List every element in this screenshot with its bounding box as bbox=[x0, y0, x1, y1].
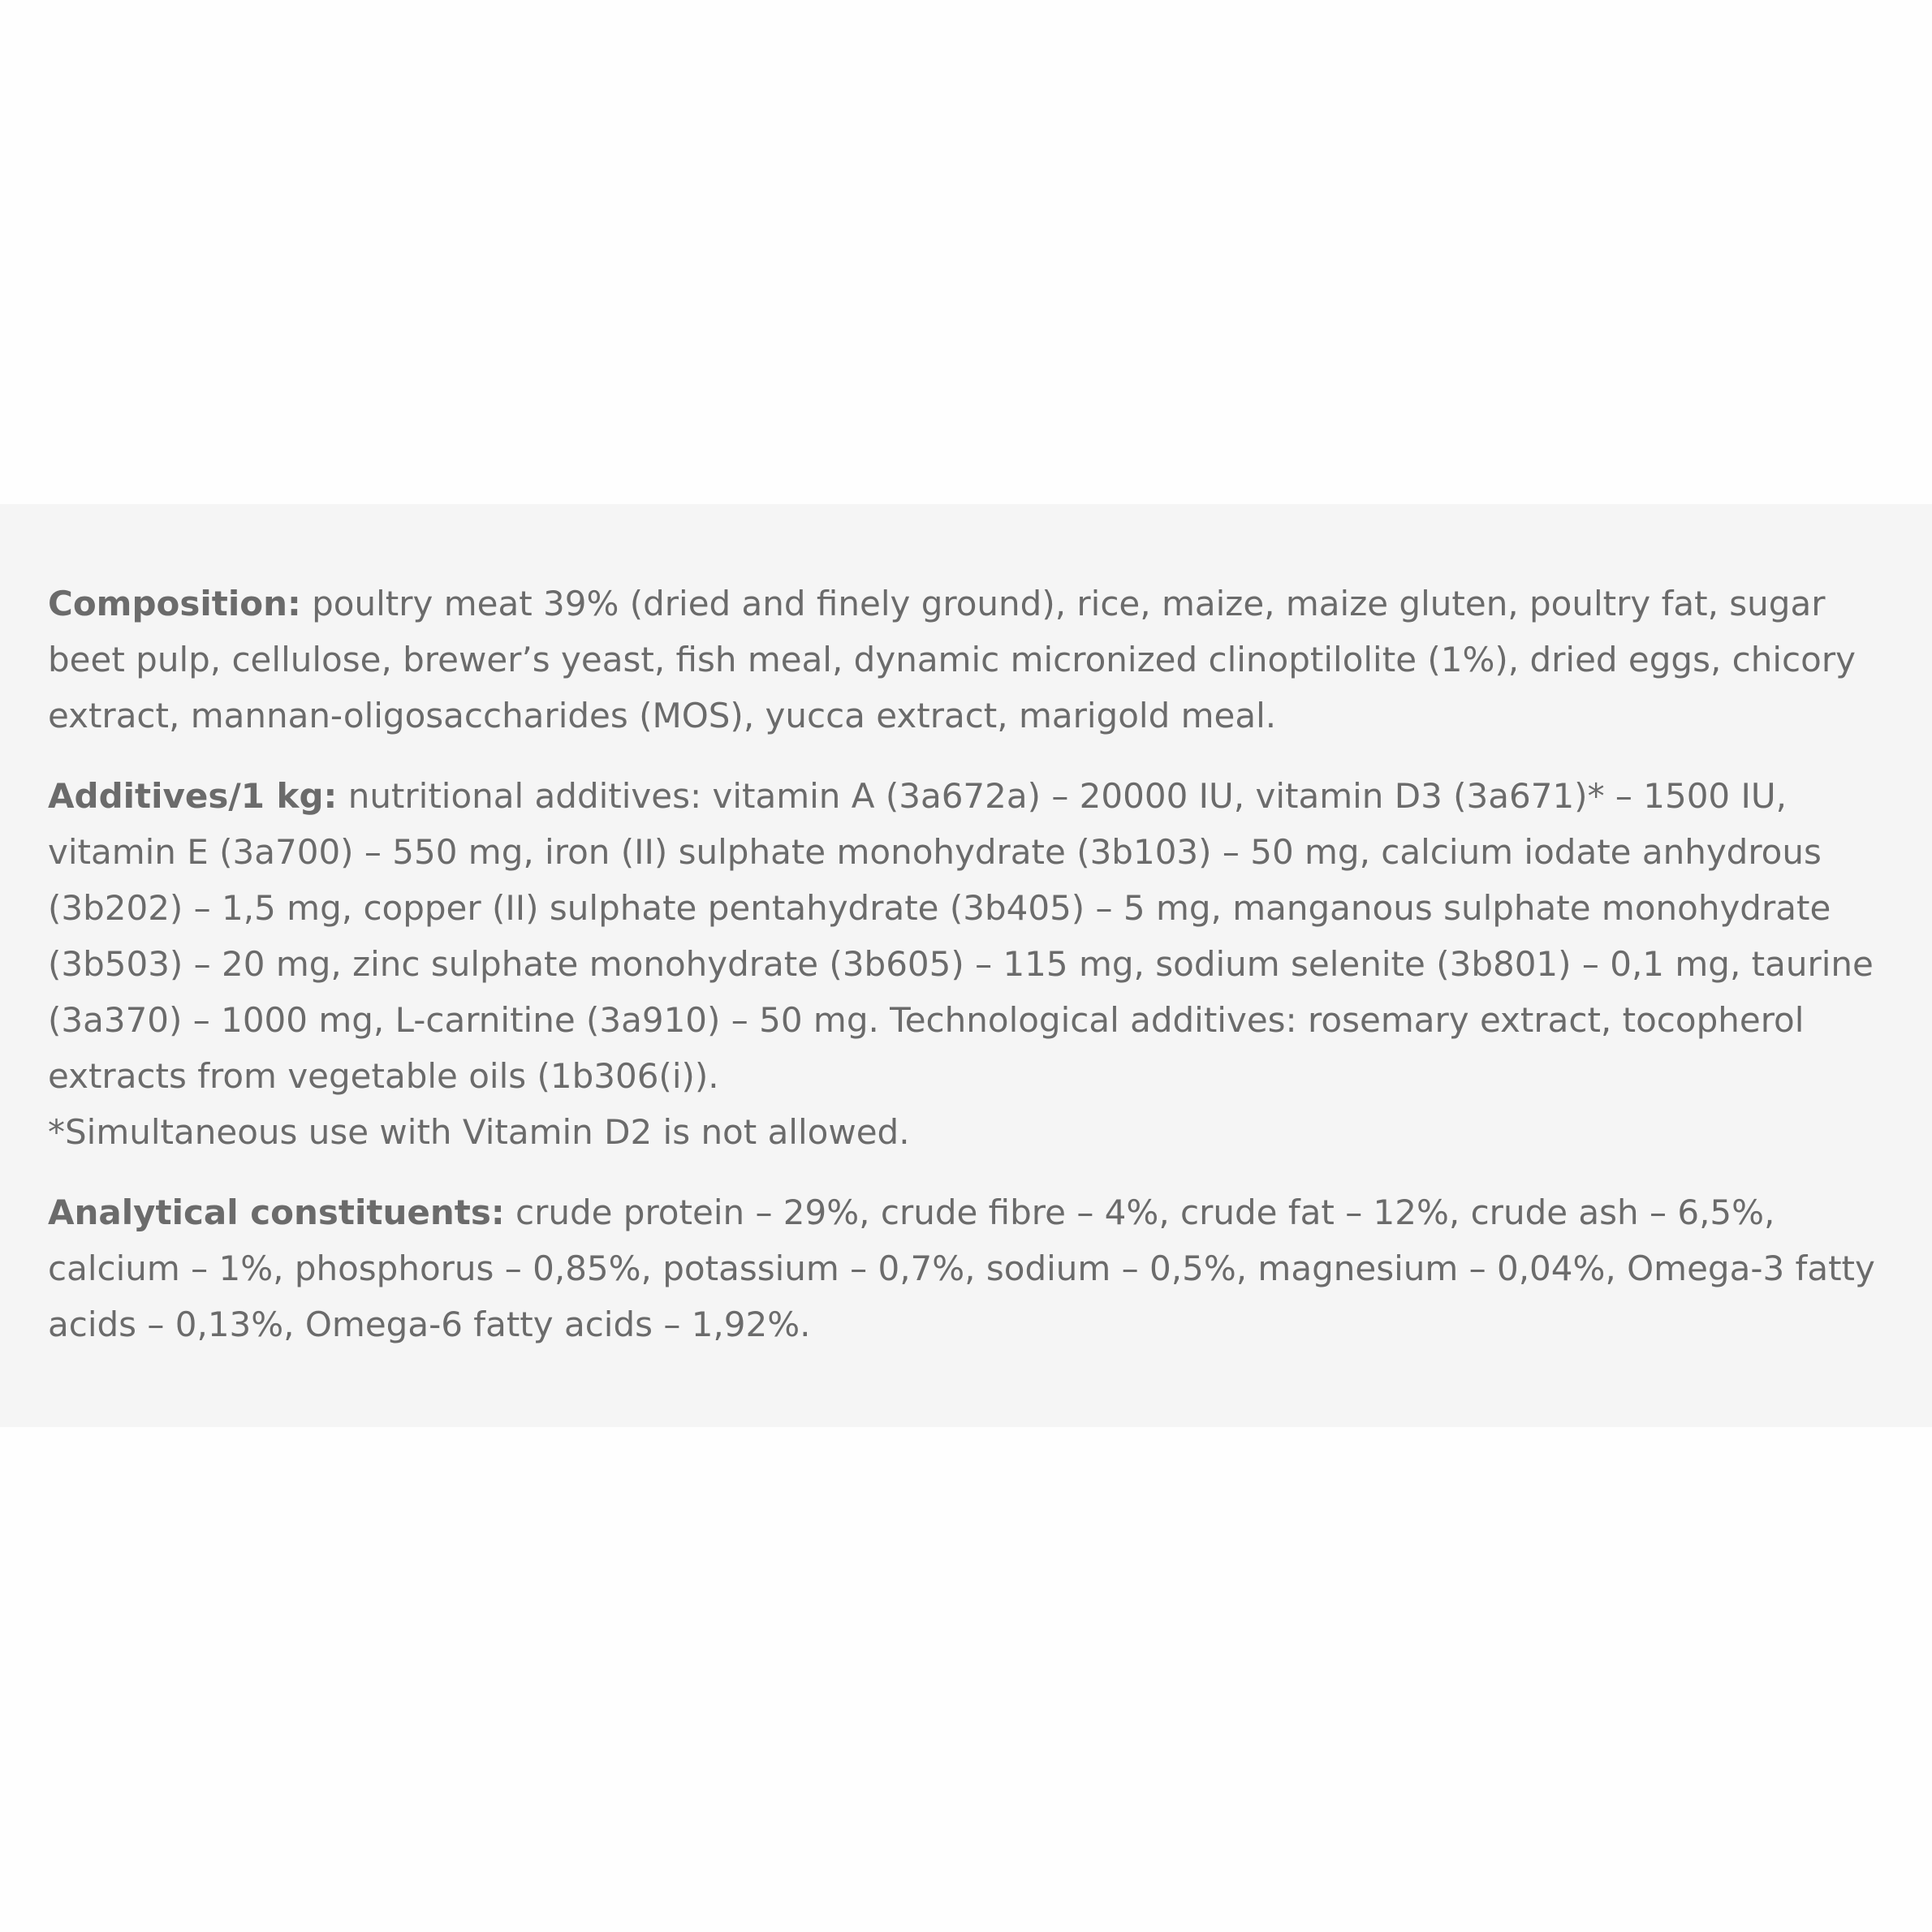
analytical-paragraph bbox=[48, 1184, 1900, 1352]
additives-label: Additives/1 kg: bbox=[48, 776, 338, 816]
composition-text: poultry meat 39% (dried and finely ground), rice, maize, maize gluten, poultry fat, sugar beet pulp, cellulose, brewer’s yeast, fish meal, dynamic micronized clinoptilolite (1%), dried eggs, chicory extract, mannan-oligosaccharides (MOS), yucca extract, marigold meal. bbox=[48, 584, 1856, 735]
additives-text: nutritional additives: vitamin A (3a672a) – 20000 IU, vitamin D3 (3a671)* – 1500 IU, vitamin E (3a700) – 550 mg, iron (II) sulphate monohydrate (3b103) – 50 mg, calcium iodate anhydrous (3b202) – 1,5 mg, copper (II) sulphate pentahydrate (3b405) – 5 mg, manganous sulphate monohydrate (3b503) – 20 mg, zinc sulphate monohydrate (3b605) – 115 mg, sodium selenite (3b801) – 0,1 mg, taurine (3a370) – 1000 mg, L-carnitine (3a910) – 50 mg. Technological additives: rosemary extract, tocopherol extracts from vegetable oils (1b306(i)). bbox=[48, 776, 1874, 1096]
additives-note: *Simultaneous use with Vitamin D2 is not allowed. bbox=[48, 1112, 910, 1152]
analytical-label: Analytical constituents: bbox=[48, 1192, 505, 1232]
composition-label: Composition: bbox=[48, 584, 301, 623]
analytical-text: crude protein – 29%, crude fibre – 4%, crude fat – 12%, crude ash – 6,5%, calcium – 1%, phosphorus – 0,85%, potassium – 0,7%, sodium – 0,5%, magnesium – 0,04%, Omega-3 fatty acids – 0,13%, Omega-6 fatty acids – 1,92%. bbox=[48, 1192, 1875, 1344]
composition-paragraph bbox=[48, 576, 1900, 744]
product-info-panel bbox=[0, 504, 1932, 1427]
additives-paragraph bbox=[48, 768, 1900, 1160]
